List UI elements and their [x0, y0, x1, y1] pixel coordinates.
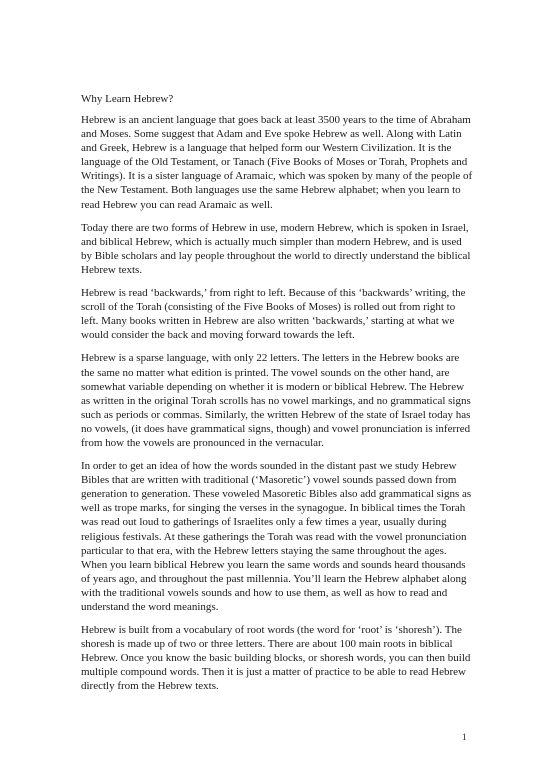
document-body: [81, 92, 475, 703]
page-number: 1: [462, 732, 467, 742]
paragraph-right-to-left: Hebrew is read ‘backwards,’ from right to left. Because of this ‘backwards’ writing, the scroll of the Torah (consisting of the Five Books of Moses) is rolled out from right to left. Many books written in Hebrew are also written ‘backwards,’ starting at what we would consider the back and moving forward towards the left.: [81, 287, 466, 342]
document-title: Why Learn Hebrew?: [81, 93, 174, 105]
paragraph-sparse-language: Hebrew is a sparse language, with only 22 letters. The letters in the Hebrew books are the same no matter what edition is printed. The vowel sounds on the other hand, are somewhat variable depending on whether it is modern or biblical Hebrew. The Hebrew as written in the original Torah scrolls has no vowel markings, and no grammatical signs such as periods or commas. Similarly, the written Hebrew of the state of Israel today has no vowels, (it does have grammatical signs, though) and vowel pronunciation is inferred from how the vowels are pronounced in the vernacular.: [81, 352, 471, 449]
paragraph-two-forms: Today there are two forms of Hebrew in use, modern Hebrew, which is spoken in Israel, and biblical Hebrew, which is actually much simpler than modern Hebrew, and is used by Bible scholars and lay people throughout the world to directly understand the biblical Hebrew texts.: [81, 221, 471, 276]
paragraph-intro: Hebrew is an ancient language that goes back at least 3500 years to the time of Abraham and Moses. Some suggest that Adam and Eve spoke Hebrew as well. Along with Latin and Greek, Hebrew is a language that helped form our Western Civilization. It is the language of the Old Testament, or Tanach (Five Books of Moses or Torah, Prophets and Writings). It is a sister language of Aramaic, which was spoken by many of the people of the New Testament. Both languages use the same Hebrew alphabet; when you learn to read Hebrew you can read Aramaic as well.: [81, 114, 473, 211]
paragraph-root-words: Hebrew is built from a vocabulary of root words (the word for ‘root’ is ‘shoresh’). The shoresh is made up of two or three letters. There are about 100 main roots in biblical Hebrew. Once you know the basic building blocks, or shoresh words, you can then build multiple compound words. Then it is just a matter of practice to be able to read Hebrew directly from the Hebrew texts.: [81, 624, 471, 693]
paragraph-masoretic-vowels: In order to get an idea of how the words sounded in the distant past we study Hebrew Bibles that are written with traditional (‘Masoretic’) vowel sounds passed down from generation to generation. These voweled Masoretic Bibles also add grammatical signs as well as trope marks, for singing the verses in the synagogue. In biblical times the Torah was read out loud to gatherings of Israelites only a few times a year, usually during religious festivals. At these gatherings the Torah was read with the vowel pronunciation particular to that era, with the Hebrew letters staying the same throughout the ages. When you learn biblical Hebrew you learn the same words and sounds heard thousands of years ago, and throughout the past millennia. You’ll learn the Hebrew alphabet along with the traditional vowels sounds and how to use them, as well as how to read and understand the word meanings.: [81, 460, 472, 613]
